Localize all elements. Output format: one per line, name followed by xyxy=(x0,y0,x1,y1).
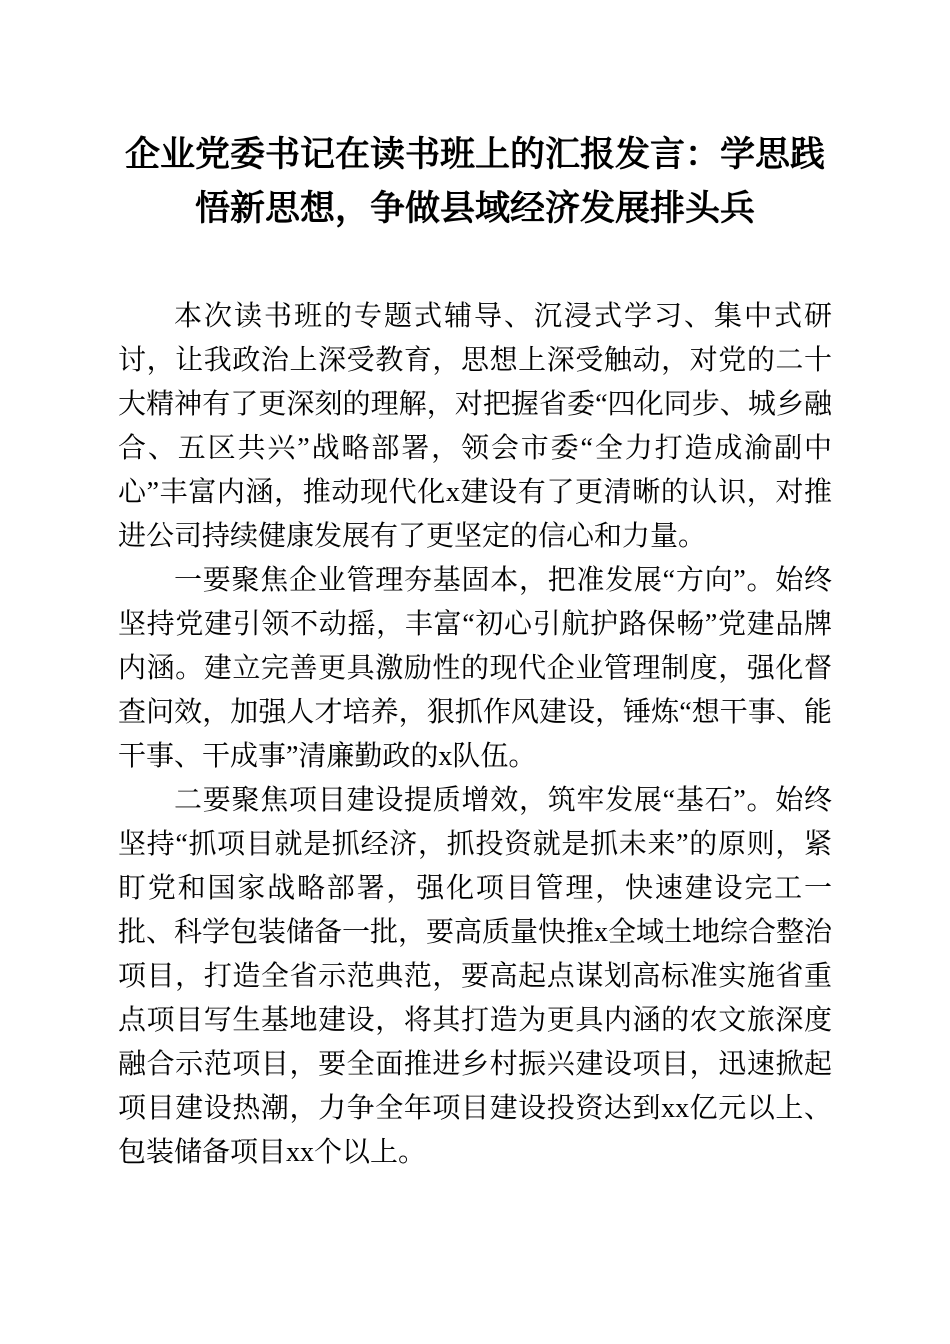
paragraph-2: 一要聚焦企业管理夯基固本，把准发展“方向”。始终坚持党建引领不动摇，丰富“初心引航护路保畅”党建品牌内涵。建立完善更具激励性的现代企业管理制度，强化督查问效，加强人才培养，狠抓作风建设，锤炼“想干事、能干事、干成事”清廉勤政的x队伍。 xyxy=(118,564,832,772)
paragraph-1: 本次读书班的专题式辅导、沉浸式学习、集中式研讨，让我政治上深受教育，思想上深受触动，对党的二十大精神有了更深刻的理解，对把握省委“四化同步、城乡融合、五区共兴”战略部署，领会市委“全力打造成渝副中心”丰富内涵，推动现代化x建设有了更清晰的认识，对推进公司持续健康发展有了更坚定的信心和力量。 xyxy=(118,300,832,552)
document-body xyxy=(118,295,832,1175)
paragraph-3: 二要聚焦项目建设提质增效，筑牢发展“基石”。始终坚持“抓项目就是抓经济，抓投资就是抓未来”的原则，紧盯党和国家战略部署，强化项目管理，快速建设完工一批、科学包装储备一批，要高质量快推x全域土地综合整治项目，打造全省示范典范，要高起点谋划高标准实施省重点项目写生基地建设，将其打造为更具内涵的农文旅深度融合示范项目，要全面推进乡村振兴建设项目，迅速掀起项目建设热潮，力争全年项目建设投资达到xx亿元以上、包装储备项目xx个以上。 xyxy=(118,784,833,1168)
document-title: 企业党委书记在读书班上的汇报发言：学思践悟新思想，争做县域经济发展排头兵 xyxy=(124,135,825,229)
